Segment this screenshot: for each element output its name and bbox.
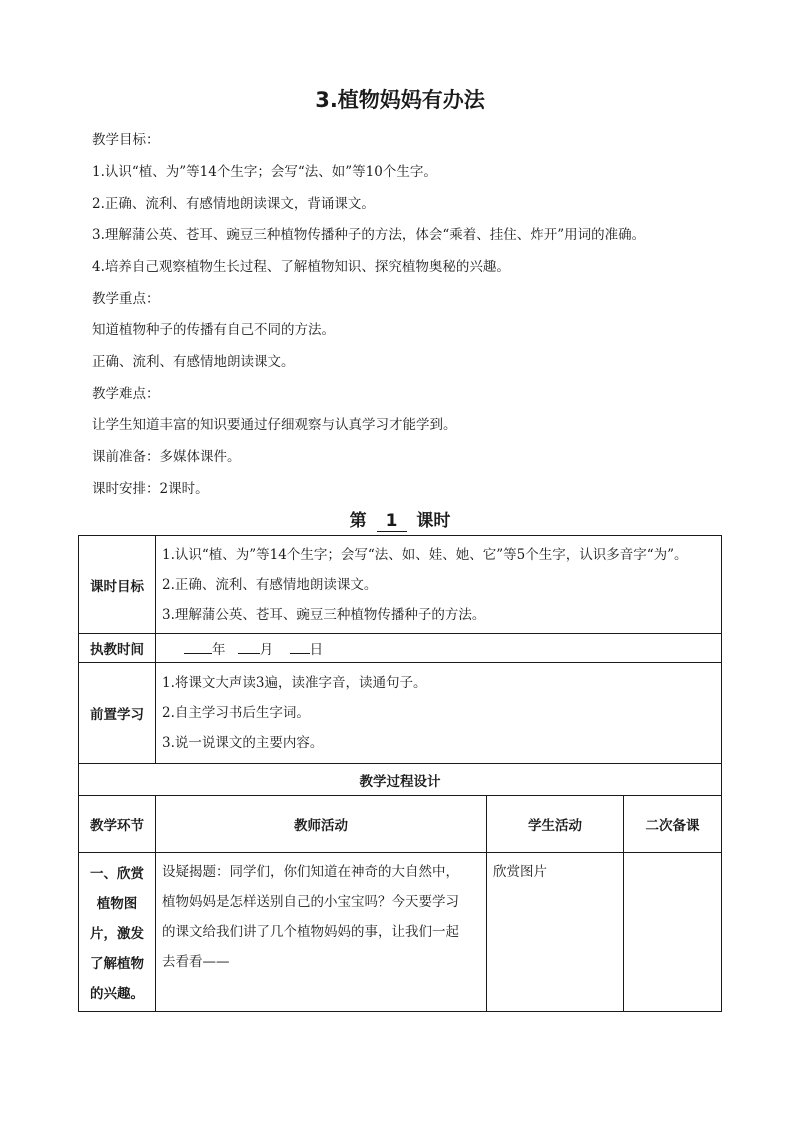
process-title: 教学过程设计: [79, 764, 722, 796]
prestudy-label: 前置学习: [79, 663, 156, 764]
day-unit: 日: [309, 642, 324, 658]
stage-line: 一、欣赏: [90, 866, 144, 882]
notes-cell[interactable]: [624, 853, 722, 1012]
stage-header: 教学环节: [79, 796, 156, 853]
time-label: 执教时间: [79, 634, 156, 663]
teacher-header: 教师活动: [156, 796, 487, 853]
teacher-line: 去看看——: [162, 954, 230, 970]
key-point-item: 正确、流利、有感情地朗读课文。: [92, 354, 295, 370]
prestudy-item: 3.说一说课文的主要内容。: [162, 735, 324, 751]
schedule-text: 课时安排：2课时。: [92, 481, 209, 497]
teacher-cell: [156, 853, 487, 1012]
objective-item: 3.理解蒲公英、苍耳、豌豆三种植物传播种子的方法，体会“乘着、挂住、炸开”用词的准确。: [92, 227, 646, 243]
time-row: [79, 634, 722, 663]
year-blank[interactable]: [184, 639, 212, 654]
goal-item: 3.理解蒲公英、苍耳、豌豆三种植物传播种子的方法。: [162, 606, 486, 623]
stage-line: 的兴趣。: [90, 986, 144, 1002]
month-blank[interactable]: [238, 639, 260, 654]
lesson-prefix: 第: [349, 511, 367, 531]
objective-item: 1.认识“植、为”等14个生字；会写“法、如”等10个生字。: [92, 164, 437, 180]
stage-line: 植物图: [96, 896, 138, 912]
goal-item: 2.正确、流利、有感情地朗读课文。: [162, 576, 378, 593]
lesson-number: 1: [377, 511, 407, 532]
month-unit: 月: [259, 642, 274, 658]
stage-cell: [79, 853, 156, 1012]
difficulty-heading: 教学难点：: [92, 386, 160, 402]
objective-item: 4.培养自己观察植物生长过程、了解植物知识、探究植物奥秘的兴趣。: [92, 259, 510, 275]
key-points-heading: 教学重点：: [92, 291, 160, 307]
difficulty-text: 让学生知道丰富的知识要通过仔细观察与认真学习才能学到。: [92, 417, 457, 433]
prestudy-item: 1.将课文大声读3遍，读准字音，读通句子。: [162, 675, 427, 691]
student-header: 学生活动: [487, 796, 624, 853]
page-title: 3.植物妈妈有办法: [315, 88, 485, 112]
time-cell: [156, 634, 722, 663]
lesson-plan-table: [78, 535, 722, 1012]
lesson-suffix: 课时: [416, 511, 451, 531]
table-row: [79, 853, 722, 1012]
process-title-row: [79, 764, 722, 796]
objective-item: 2.正确、流利、有感情地朗读课文，背诵课文。: [92, 196, 375, 212]
teacher-line: 植物妈妈是怎样送别自己的小宝宝吗？今天要学习: [162, 894, 459, 910]
year-unit: 年: [212, 642, 226, 658]
stage-line: 了解植物: [90, 956, 144, 972]
goal-item: 1.认识“植、为”等14个生字；会写“法、如、娃、她、它”等5个生字，认识多音字“为”。: [162, 546, 688, 563]
key-point-item: 知道植物种子的传播有自己不同的方法。: [92, 322, 335, 338]
day-blank[interactable]: [290, 639, 310, 654]
notes-header: 二次备课: [624, 796, 722, 853]
prestudy-row: [79, 663, 722, 764]
goals-label: 课时目标: [79, 536, 156, 634]
column-header-row: [79, 796, 722, 853]
preparation-text: 课前准备：多媒体课件。: [92, 449, 241, 465]
student-cell: 欣赏图片: [487, 853, 624, 1012]
objectives-heading: 教学目标：: [92, 132, 160, 148]
goals-cell: [156, 536, 722, 634]
prestudy-cell: [156, 663, 722, 764]
prestudy-item: 2.自主学习书后生字词。: [162, 705, 310, 721]
goals-row: [79, 536, 722, 634]
stage-line: 片，激发: [90, 926, 144, 942]
teacher-line: 的课文给我们讲了几个植物妈妈的事，让我们一起: [162, 924, 459, 940]
teacher-line: 设疑揭题：同学们，你们知道在神奇的大自然中，: [162, 864, 459, 880]
lesson-heading: [0, 506, 800, 532]
